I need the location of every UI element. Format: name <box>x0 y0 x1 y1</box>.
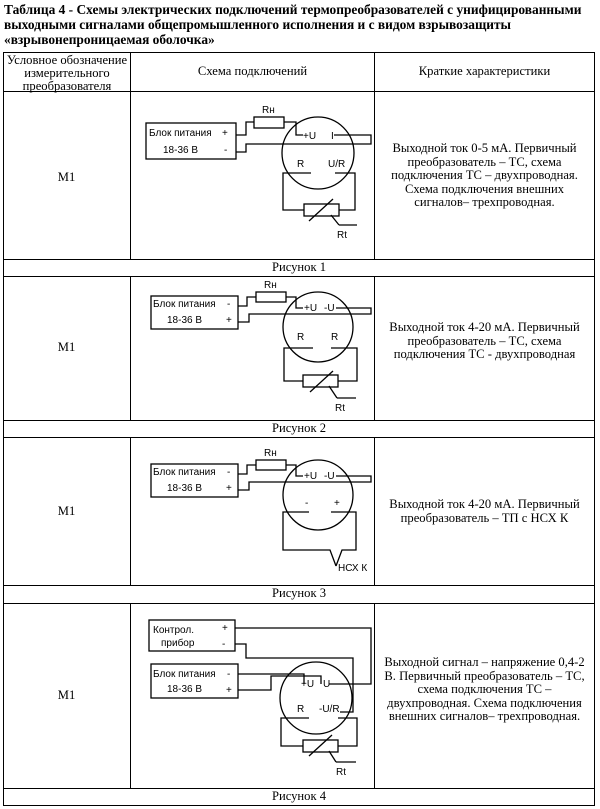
control-label-line2: прибор <box>161 638 195 649</box>
wiring-diagram-1 <box>131 95 371 260</box>
load-label: Rн <box>264 280 277 291</box>
psu-label-line1: Блок питания <box>153 299 216 310</box>
converter-circle <box>283 460 353 530</box>
sensor-label: НСХ К <box>338 563 368 574</box>
converter-circle <box>280 662 352 734</box>
load-label: Rн <box>262 105 275 116</box>
wiring-diagram-2 <box>131 276 371 421</box>
term-bottom-left: R <box>297 332 305 343</box>
term-top-right: -U <box>324 303 335 314</box>
term-top-left: +U <box>301 679 315 690</box>
load-resistor <box>254 117 284 128</box>
psu-label-line2: 18-36 В <box>167 315 203 326</box>
term-bottom-left: - <box>305 498 309 509</box>
row1-code: М1 <box>57 170 76 184</box>
term-top-right: -U <box>324 471 335 482</box>
psu-sign-bottom: + <box>226 685 232 696</box>
sensor-label: Rt <box>337 230 347 241</box>
psu-label-line1: Блок питания <box>153 669 216 680</box>
psu-sign-top: + <box>222 128 228 139</box>
load-resistor <box>256 460 286 470</box>
control-sign-bottom: - <box>222 639 226 650</box>
term-bottom-right: + <box>334 498 340 509</box>
control-label-line1: Контрол. <box>153 625 195 636</box>
psu-sign-bottom: - <box>224 145 228 156</box>
row1-description: Выходной ток 0-5 мА. Первичный преобразователь – ТС, схема подключения ТС – двухпроводная. Схема подключения внешних сигналов– трехпроводная. <box>391 141 578 209</box>
psu-sign-top: - <box>227 669 231 680</box>
psu-label-line2: 18-36 В <box>167 684 203 695</box>
row2-figure-caption: Рисунок 2 <box>271 421 327 435</box>
row3-description: Выходной ток 4-20 мА. Первичный преобразователь – ТП с НСХ К <box>389 497 580 525</box>
term-top-left: +U <box>304 471 318 482</box>
term-top-left: +U <box>304 303 318 314</box>
psu-sign-bottom: + <box>226 483 232 494</box>
sensor-label: Rt <box>335 403 345 414</box>
term-bottom-right: U/R <box>328 159 346 170</box>
sensor-label: Rt <box>336 767 346 778</box>
term-top-right: U <box>323 679 331 690</box>
sensor-resistor <box>303 375 338 387</box>
term-top-right: I <box>331 131 334 142</box>
header-characteristics: Краткие характеристики <box>418 64 551 78</box>
row4-description: Выходной сигнал – напряжение 0,4-2 В. Первичный преобразователь – ТС, схема подключения ТС – двухпроводная. Схема подключения внешних сигналов– трехпроводная. <box>384 655 585 723</box>
psu-label-line1: Блок питания <box>153 467 216 478</box>
psu-label-line2: 18-36 В <box>163 145 199 156</box>
row3-code: М1 <box>57 504 76 518</box>
row4-code: М1 <box>57 688 76 702</box>
row2-description: Выходной ток 4-20 мА. Первичный преобразователь – ТС, схема подключения ТС - двухпроводная <box>389 320 580 361</box>
psu-sign-top: - <box>227 299 231 310</box>
row2-code: М1 <box>57 340 76 354</box>
psu-label-line1: Блок питания <box>149 128 212 139</box>
psu-sign-top: - <box>227 467 231 478</box>
term-bottom-right: R <box>331 332 339 343</box>
header-scheme: Схема подключений <box>197 64 308 78</box>
wiring-diagram-3 <box>131 440 371 585</box>
term-bottom-left: R <box>297 159 305 170</box>
header-designation: Условное обозначение измерительного преобразователя <box>6 53 128 93</box>
converter-circle <box>283 292 353 362</box>
term-bottom-right: -U/R <box>319 704 340 715</box>
converter-circle <box>282 117 354 189</box>
table-title: Таблица 4 - Схемы электрических подключений термопреобразователей с унифицированными выходными сигналами общепромышленного исполнения и с видом взрывозащиты «взрывонепроницаемая оболочка» <box>4 2 582 47</box>
term-top-left: +U <box>303 131 317 142</box>
row3-figure-caption: Рисунок 3 <box>271 586 327 600</box>
control-sign-top: + <box>222 623 228 634</box>
load-resistor <box>256 292 286 302</box>
wiring-diagram-4 <box>131 612 371 777</box>
term-bottom-left: R <box>297 704 305 715</box>
psu-label-line2: 18-36 В <box>167 483 203 494</box>
psu-sign-bottom: + <box>226 315 232 326</box>
load-label: Rн <box>264 448 277 459</box>
row4-figure-caption: Рисунок 4 <box>271 789 327 803</box>
row1-figure-caption: Рисунок 1 <box>271 260 327 274</box>
